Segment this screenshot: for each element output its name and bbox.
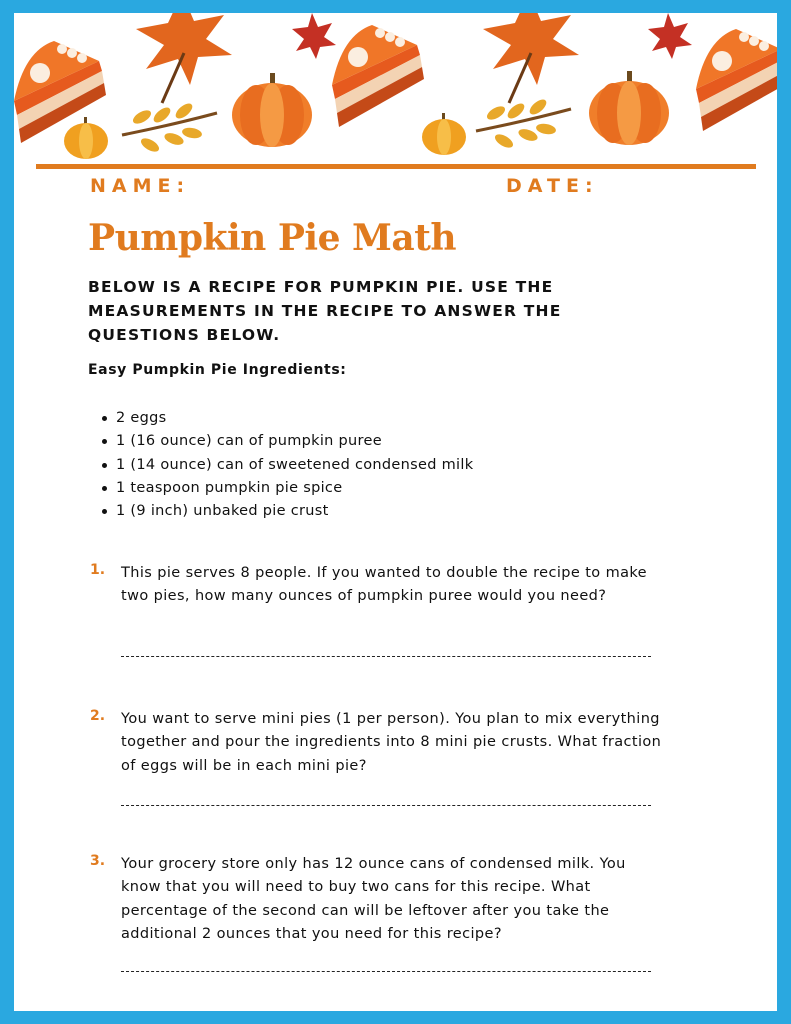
pumpkin-icon bbox=[232, 73, 312, 147]
answer-line[interactable] bbox=[121, 971, 651, 972]
answer-line[interactable] bbox=[121, 805, 651, 806]
ingredient-item: 1 (16 ounce) can of pumpkin puree bbox=[88, 430, 473, 453]
instructions: BELOW IS A RECIPE FOR PUMPKIN PIE. USE THE MEASUREMENTS IN THE RECIPE TO ANSWER THE QUESTIONS BELOW. bbox=[88, 278, 562, 344]
ingredient-item: 2 eggs bbox=[88, 407, 473, 430]
worksheet-page bbox=[14, 13, 777, 1011]
header-rule bbox=[36, 164, 756, 169]
maple-leaf-icon bbox=[483, 13, 579, 103]
pie-slice-icon bbox=[332, 25, 424, 127]
name-label: NAME: bbox=[90, 175, 191, 197]
branch-icon bbox=[122, 101, 217, 155]
question-text: Your grocery store only has 12 ounce cans of condensed milk. You know that you will need to buy two cans for this recipe. What percentage of the second can will be leftover after you take the additional 2 ounces that you need for this recipe? bbox=[121, 856, 626, 942]
ingredients-heading: Easy Pumpkin Pie Ingredients: bbox=[88, 362, 347, 378]
question-number: 2. bbox=[90, 708, 106, 724]
branch-icon bbox=[476, 97, 571, 151]
maple-leaf-icon bbox=[292, 13, 336, 59]
page-title: Pumpkin Pie Math bbox=[88, 217, 456, 259]
question-text: This pie serves 8 people. If you wanted to double the recipe to make two pies, how many ounces of pumpkin puree would you need? bbox=[121, 565, 647, 605]
autumn-decoration-banner bbox=[14, 13, 777, 163]
pie-slice-icon bbox=[696, 29, 777, 131]
question-2 bbox=[90, 708, 670, 778]
ingredient-item: 1 (14 ounce) can of sweetened condensed milk bbox=[88, 454, 473, 477]
question-3 bbox=[90, 853, 670, 946]
question-number: 3. bbox=[90, 853, 106, 869]
ingredients-list bbox=[88, 407, 473, 523]
maple-leaf-icon bbox=[136, 13, 232, 103]
question-1 bbox=[90, 562, 670, 609]
answer-line[interactable] bbox=[121, 656, 651, 657]
maple-leaf-icon bbox=[648, 13, 692, 59]
question-number: 1. bbox=[90, 562, 106, 578]
ingredient-item: 1 teaspoon pumpkin pie spice bbox=[88, 477, 473, 500]
pumpkin-icon bbox=[589, 71, 669, 145]
ingredient-item: 1 (9 inch) unbaked pie crust bbox=[88, 500, 473, 523]
date-label: DATE: bbox=[506, 175, 599, 197]
pumpkin-icon bbox=[422, 113, 466, 155]
pumpkin-icon bbox=[64, 117, 108, 159]
question-text: You want to serve mini pies (1 per person). You plan to mix everything together and pour the ingredients into 8 mini pie crusts. What fraction of eggs will be in each mini pie? bbox=[121, 711, 662, 774]
